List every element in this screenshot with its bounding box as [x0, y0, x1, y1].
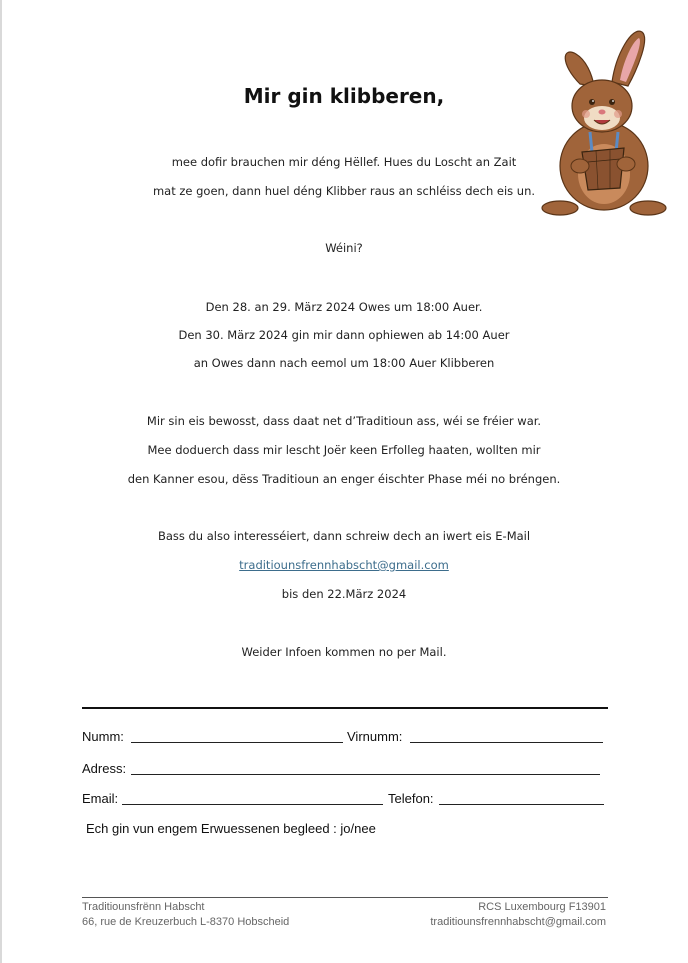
email-field[interactable] — [122, 804, 383, 805]
address-label: Adress: — [82, 761, 127, 776]
firstname-label: Virnumm: — [347, 729, 403, 744]
schedule-line-3: an Owes dann nach eemol um 18:00 Auer Klibberen — [193, 356, 495, 370]
when-heading: Wéini? — [325, 241, 363, 255]
footer-divider — [82, 897, 608, 898]
register-text: Bass du also interesséiert, dann schreiw dech an iwert eis E-Mail — [157, 529, 531, 543]
register-email-row — [0, 558, 688, 572]
accompanied-question: Ech gin vun engem Erwuessenen begleed : jo/nee — [86, 821, 376, 836]
page-title: Mir gin klibberen, — [243, 84, 445, 108]
schedule-line-1: Den 28. an 29. März 2024 Owes um 18:00 Auer. — [205, 300, 483, 314]
email-label: Email: — [82, 791, 119, 806]
footer-email[interactable]: traditiounsfrennhabscht@gmail.com — [430, 916, 606, 928]
intro-line-1: mee dofir brauchen mir déng Hëllef. Hues du Loscht an Zait — [171, 155, 517, 169]
name-label: Numm: — [82, 729, 124, 744]
footer-rcs: RCS Luxembourg F13901 — [478, 901, 606, 913]
phone-label: Telefon: — [388, 791, 434, 806]
firstname-field[interactable] — [410, 742, 603, 743]
name-field[interactable] — [131, 742, 343, 743]
address-field[interactable] — [131, 774, 600, 775]
footer-org-name: Traditiounsfrënn Habscht — [82, 901, 205, 913]
form-divider — [82, 707, 608, 709]
info-text: Weider Infoen kommen no per Mail. — [241, 645, 447, 659]
tradition-line-3: den Kanner esou, dëss Traditioun an enger éischter Phase méi no bréngen. — [127, 472, 561, 486]
tradition-line-2: Mee doduerch dass mir lescht Joër keen Erfolleg haaten, wollten mir — [147, 443, 541, 457]
register-deadline: bis den 22.März 2024 — [281, 587, 407, 601]
phone-field[interactable] — [439, 804, 604, 805]
register-email-link[interactable]: traditiounsfrennhabscht@gmail.com — [239, 558, 449, 572]
tradition-line-1: Mir sin eis bewosst, dass daat net d’Traditioun ass, wéi se fréier war. — [146, 414, 542, 428]
footer-org-address: 66, rue de Kreuzerbuch L-8370 Hobscheid — [82, 916, 290, 928]
intro-line-2: mat ze goen, dann huel déng Klibber raus an schléiss dech eis un. — [152, 184, 536, 198]
schedule-line-2: Den 30. März 2024 gin mir dann ophiewen ab 14:00 Auer — [178, 328, 510, 342]
